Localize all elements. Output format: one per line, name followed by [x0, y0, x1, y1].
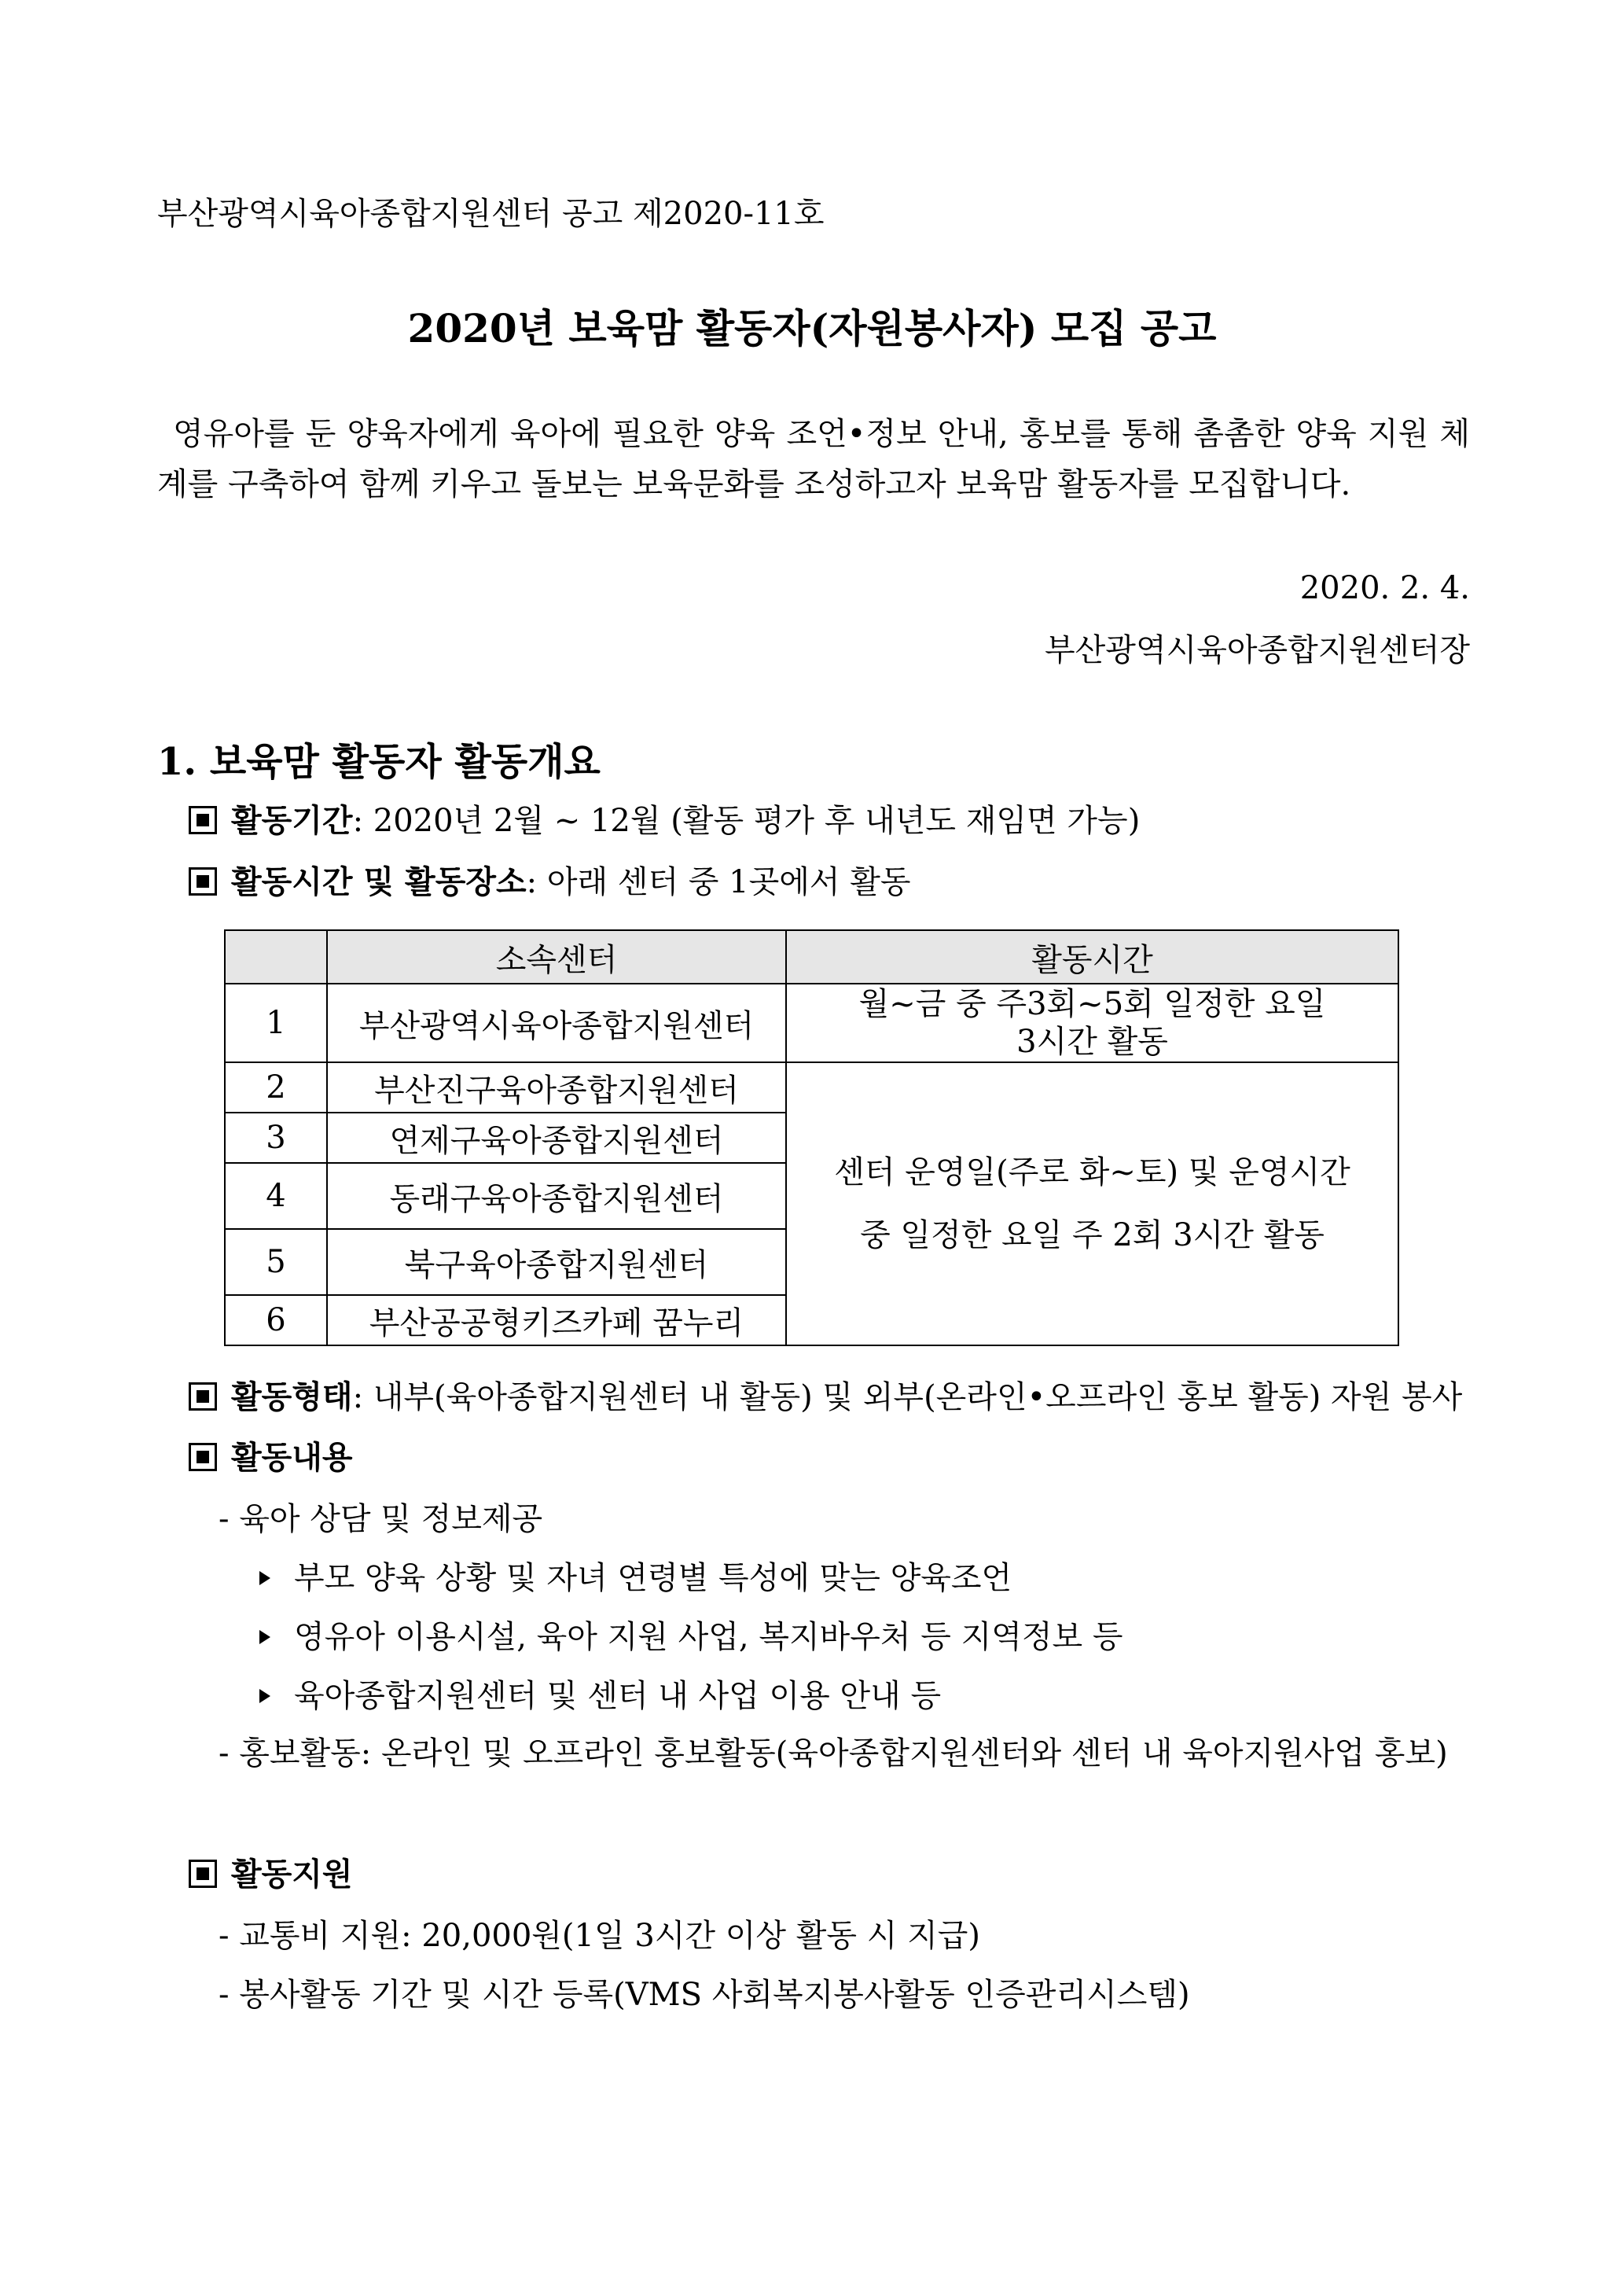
row-number: 3 — [225, 1113, 327, 1163]
square-bullet-icon — [189, 1860, 217, 1888]
period-text: : 2020년 2월 ~ 12월 (활동 평가 후 내년도 재임면 가능) — [352, 803, 1141, 839]
period-item — [189, 796, 1140, 841]
center-name: 부산진구육아종합지원센터 — [327, 1062, 786, 1113]
header-no — [225, 930, 327, 984]
triangle-bullet-icon — [259, 1571, 270, 1585]
center-name: 동래구육아종합지원센터 — [327, 1163, 786, 1229]
period-label: 활동기간 — [231, 802, 353, 839]
list-item-text: 부모 양육 상황 및 자녀 연령별 특성에 맞는 양육조언 — [294, 1560, 1012, 1596]
section-heading: 1. 보육맘 활동자 활동개요 — [157, 740, 601, 784]
document-title: 2020년 보육맘 활동자(자원봉사자) 모집 공고 — [407, 305, 1217, 351]
center-name: 부산광역시육아종합지원센터 — [327, 984, 786, 1062]
square-bullet-icon — [189, 806, 217, 834]
row-number: 4 — [225, 1163, 327, 1229]
shared-activity-time — [786, 1062, 1398, 1345]
center-table — [224, 929, 1399, 1346]
time-place-text: : 아래 센터 중 1곳에서 활동 — [526, 864, 911, 900]
time-line: 중 일정한 요일 주 2회 3시간 활동 — [860, 1217, 1325, 1253]
row-number: 6 — [225, 1295, 327, 1345]
list-item-text: 육아종합지원센터 및 센터 내 사업 이용 안내 등 — [294, 1678, 942, 1714]
time-line: 월~금 중 주3회~5회 일정한 요일 — [858, 986, 1326, 1022]
consult-line: - 육아 상담 및 정보제공 — [219, 1501, 543, 1537]
support-item — [189, 1849, 353, 1894]
issuer-name: 부산광역시육아종합지원센터장 — [1045, 632, 1470, 668]
notice-number: 부산광역시육아종합지원센터 공고 제2020-11호 — [157, 196, 825, 232]
time-place-item — [189, 857, 911, 902]
promo-line: - 홍보활동: 온라인 및 오프라인 홍보활동(육아종합지원센터와 센터 내 육아지원사업 홍보) — [219, 1735, 1448, 1772]
row-number: 5 — [225, 1229, 327, 1295]
intro-paragraph — [157, 409, 1470, 510]
row-number: 1 — [225, 984, 327, 1062]
header-center: 소속센터 — [327, 930, 786, 984]
center-name: 연제구육아종합지원센터 — [327, 1113, 786, 1163]
table-row — [225, 984, 1398, 1062]
content-item — [189, 1433, 353, 1477]
time-line: 센터 운영일(주로 화~토) 및 운영시간 — [834, 1154, 1350, 1190]
square-bullet-icon — [189, 867, 217, 896]
square-bullet-icon — [189, 1443, 217, 1471]
square-bullet-icon — [189, 1382, 217, 1411]
triangle-bullet-icon — [259, 1689, 270, 1703]
list-item — [259, 1612, 1123, 1657]
intro-text: 영유아를 둔 양육자에게 육아에 필요한 양육 조언•정보 안내, 홍보를 통해 촘촘한 양육 지원 체계를 구축하여 함께 키우고 돌보는 보육문화를 조성하고자 보육맘 활동자를 모집합니다. — [157, 416, 1470, 502]
table-row — [225, 1062, 1398, 1113]
form-item — [189, 1372, 1462, 1417]
row-number: 2 — [225, 1062, 327, 1113]
list-item-text: 영유아 이용시설, 육아 지원 사업, 복지바우처 등 지역정보 등 — [294, 1619, 1123, 1655]
center-name: 북구육아종합지원센터 — [327, 1229, 786, 1295]
header-time: 활동시간 — [786, 930, 1398, 984]
table-header-row — [225, 930, 1398, 984]
form-text: : 내부(육아종합지원센터 내 활동) 및 외부(온라인•오프라인 홍보 활동) 자원 봉사 — [352, 1379, 1463, 1415]
triangle-bullet-icon — [259, 1630, 270, 1644]
content-label: 활동내용 — [231, 1439, 353, 1476]
form-label: 활동형태 — [231, 1378, 353, 1415]
time-place-label: 활동시간 및 활동장소 — [231, 863, 527, 900]
list-item — [259, 1553, 1012, 1598]
center-name: 부산공공형키즈카페 꿈누리 — [327, 1295, 786, 1345]
support-label: 활동지원 — [231, 1856, 353, 1893]
support-line: - 교통비 지원: 20,000원(1일 3시간 이상 활동 시 지급) — [219, 1918, 981, 1954]
support-line: - 봉사활동 기간 및 시간 등록(VMS 사회복지봉사활동 인증관리시스템) — [219, 1977, 1190, 2013]
activity-time — [786, 984, 1398, 1062]
time-line: 3시간 활동 — [1016, 1024, 1168, 1060]
notice-date: 2020. 2. 4. — [1299, 570, 1470, 606]
list-item — [259, 1671, 941, 1716]
